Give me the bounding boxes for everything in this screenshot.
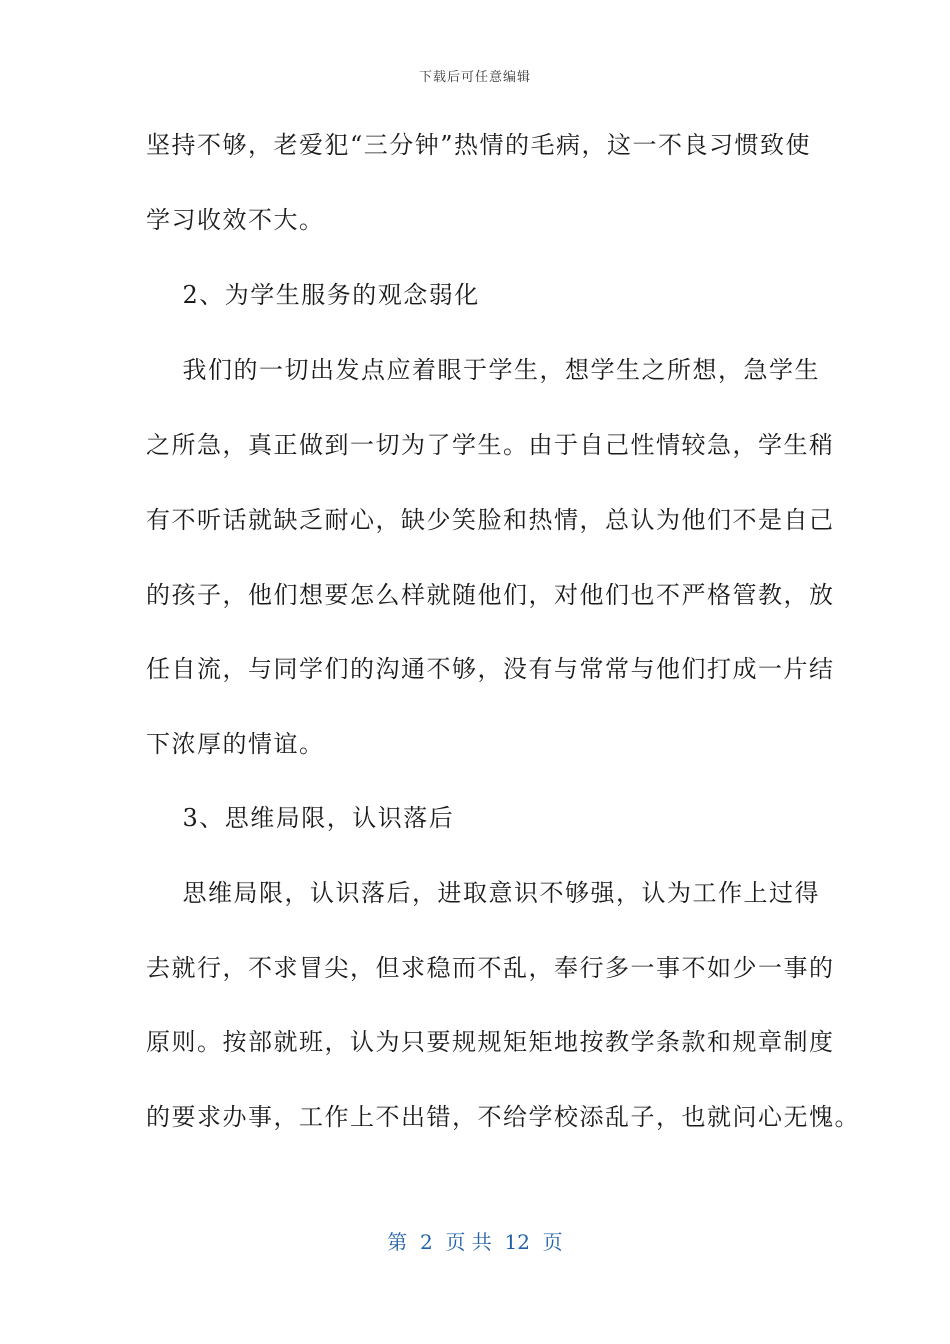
- body-line: 有不听话就缺乏耐心，缺少笑脸和热情，总认为他们不是自己: [146, 506, 835, 534]
- body-line: 坚持不够，老爱犯“三分钟”热情的毛病，这一不良习惯致使: [146, 131, 812, 159]
- page-number-footer: 第 2 页 共 12 页: [387, 1230, 563, 1254]
- body-line: 任自流，与同学们的沟通不够，没有与常常与他们打成一片结: [146, 655, 835, 683]
- body-line: 原则。按部就班，认为只要规规矩矩地按教学条款和规章制度: [146, 1028, 835, 1056]
- body-line: 的孩子，他们想要怎么样就随他们，对他们也不严格管教，放: [146, 581, 835, 609]
- section-heading: 3、思维局限，认识落后: [146, 804, 455, 832]
- body-line: 去就行，不求冒尖，但求稳而不乱，奉行多一事不如少一事的: [146, 954, 835, 982]
- section-heading: 2、为学生服务的观念弱化: [146, 281, 480, 309]
- body-line: 思维局限，认识落后，进取意识不够强，认为工作上过得: [146, 879, 821, 907]
- body-line: 之所急，真正做到一切为了学生。由于自己性情较急，学生稍: [146, 431, 835, 459]
- page-header: 下载后可任意编辑: [418, 70, 531, 85]
- body-line: 下浓厚的情谊。: [146, 730, 325, 758]
- body-line: 我们的一切出发点应着眼于学生，想学生之所想，急学生: [146, 356, 821, 384]
- body-line: 的要求办事，工作上不出错，不给学校添乱子，也就问心无愧。: [146, 1103, 860, 1131]
- body-line: 学习收效不大。: [146, 206, 325, 234]
